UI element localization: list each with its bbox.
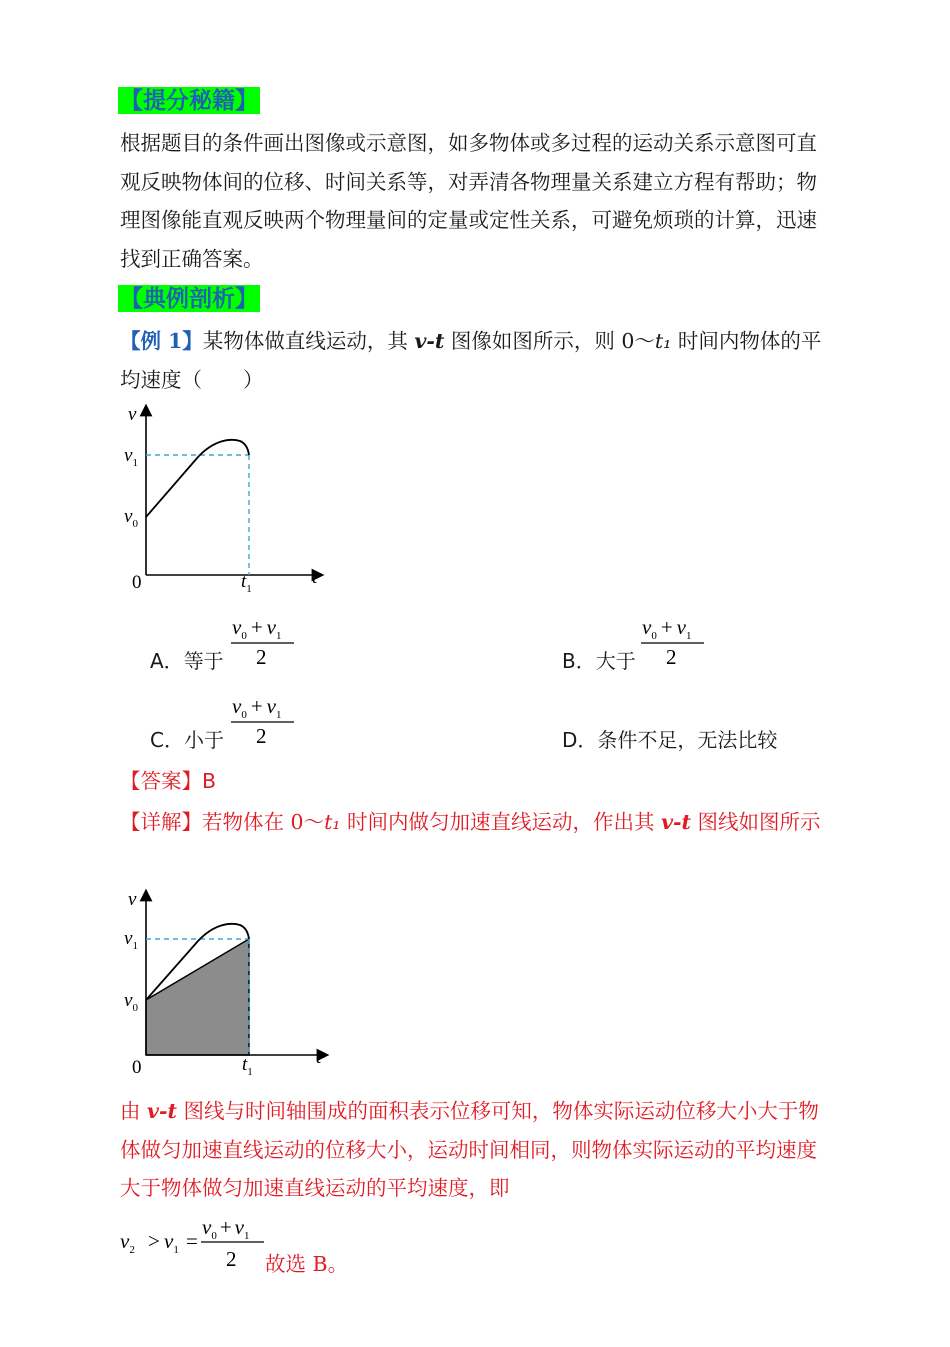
v0-label: $v_0$: [124, 506, 138, 530]
v1-label: $v_1$: [124, 928, 138, 952]
svg-text:v1: $v_1$: [164, 1229, 179, 1256]
conclusion-paragraph: 由 v-t 图线与时间轴围成的面积表示位移可知，物体实际运动位移大小大于物体做匀加速直线运动的位移大小，运动时间相同，则物体实际运动的平均速度大于物体做匀加速直线运动的平均速度，即: [120, 1099, 819, 1200]
section-heading-tips: 【提分秘籍】: [120, 87, 258, 114]
svg-text:v0+v1: $v_0 + v_1$: [642, 615, 692, 642]
origin-label: 0: [132, 572, 142, 593]
option-b-fraction: [638, 610, 708, 668]
answer-value: B: [202, 769, 217, 793]
vt-curve: [146, 440, 249, 517]
svg-text:v0+v1: $v_0 + v_1$: [232, 694, 282, 721]
option-c[interactable]: C．小于: [150, 728, 224, 752]
svg-text:=: =: [186, 1229, 198, 1253]
svg-text:v0+v1: $v_0 + v_1$: [202, 1215, 250, 1242]
section-heading-examples: 【典例剖析】: [120, 285, 258, 312]
axis-label-v: v: [128, 889, 137, 910]
svg-text:2: 2: [666, 645, 677, 668]
option-d[interactable]: D．条件不足，无法比较: [562, 728, 778, 752]
svg-text:2: 2: [226, 1247, 237, 1271]
shaded-area: [146, 939, 249, 1055]
svg-text:2: 2: [256, 645, 267, 668]
axis-label-t: t: [316, 1047, 322, 1068]
option-b[interactable]: B．大于: [562, 649, 636, 673]
option-a[interactable]: A．等于: [150, 649, 224, 673]
detail-paragraph: 【详解】若物体在 0～t₁ 时间内做匀加速直线运动，作出其 v-t 图线如图所示: [120, 810, 821, 834]
vt-graph-explanation: [118, 885, 333, 1080]
axis-label-t: t: [312, 567, 318, 588]
v1-label: $v_1$: [124, 445, 138, 469]
answer-label: 【答案】: [120, 769, 202, 793]
final-equation: [118, 1212, 268, 1272]
svg-text:2: 2: [256, 724, 267, 747]
option-c-fraction: [228, 689, 298, 747]
option-a-fraction: [228, 610, 298, 668]
t1-label: $t_1$: [241, 571, 252, 595]
detail-label: 【详解】: [120, 810, 202, 834]
t1-label: $t_1$: [242, 1054, 253, 1078]
v0-label: $v_0$: [124, 990, 138, 1014]
example-label: 【例 1】: [120, 329, 203, 353]
answer-line: [120, 762, 830, 801]
final-choice: 故选 B。: [265, 1252, 349, 1276]
svg-text:v2: $v_2$: [120, 1229, 135, 1256]
axis-label-v: v: [128, 404, 137, 425]
svg-text:v0+v1: $v_0 + v_1$: [232, 615, 282, 642]
example-question: 【例 1】某物体做直线运动，其 v-t 图像如图所示，则 0～t₁ 时间内物体的平均速度（ ）: [120, 329, 822, 392]
svg-text:>: >: [148, 1229, 160, 1253]
vt-graph-question: [118, 400, 328, 595]
tips-paragraph: 根据题目的条件画出图像或示意图，如多物体或多过程的运动关系示意图可直观反映物体间的位移、时间关系等，对弄清各物理量关系建立方程有帮助；物理图像能直观反映两个物理量间的定量或定性关系，可避免烦琐的计算，迅速找到正确答案。: [120, 131, 817, 271]
origin-label: 0: [132, 1057, 142, 1078]
